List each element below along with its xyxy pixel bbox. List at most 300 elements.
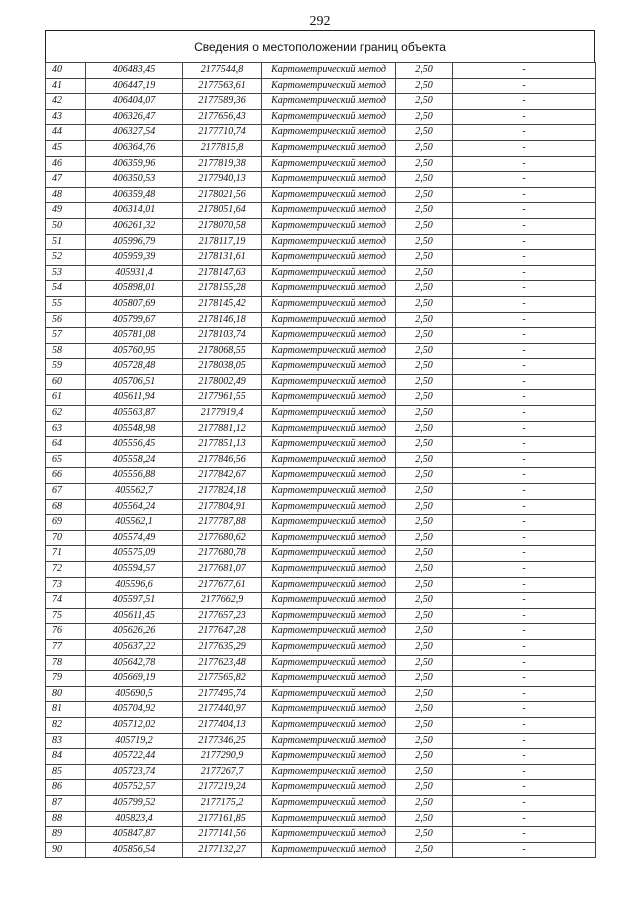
table-row bbox=[46, 452, 596, 468]
description-cell: - bbox=[453, 406, 596, 422]
method-cell: Картометрический метод bbox=[262, 655, 396, 671]
table-row bbox=[46, 811, 596, 827]
point-number-cell: 83 bbox=[46, 733, 86, 749]
table-row bbox=[46, 515, 596, 531]
x-coordinate-cell: 405548,98 bbox=[86, 421, 183, 437]
description-cell: - bbox=[453, 172, 596, 188]
description-cell: - bbox=[453, 515, 596, 531]
description-cell: - bbox=[453, 312, 596, 328]
point-number-cell: 56 bbox=[46, 312, 86, 328]
x-coordinate-cell: 405898,01 bbox=[86, 281, 183, 297]
table-row bbox=[46, 749, 596, 765]
method-cell: Картометрический метод bbox=[262, 125, 396, 141]
method-cell: Картометрический метод bbox=[262, 328, 396, 344]
x-coordinate-cell: 405760,95 bbox=[86, 343, 183, 359]
table-row bbox=[46, 218, 596, 234]
y-coordinate-cell: 2178103,74 bbox=[183, 328, 262, 344]
x-coordinate-cell: 405799,67 bbox=[86, 312, 183, 328]
description-cell: - bbox=[453, 546, 596, 562]
table-row bbox=[46, 795, 596, 811]
accuracy-cell: 2,50 bbox=[396, 468, 453, 484]
y-coordinate-cell: 2178155,28 bbox=[183, 281, 262, 297]
point-number-cell: 84 bbox=[46, 749, 86, 765]
point-number-cell: 67 bbox=[46, 484, 86, 500]
method-cell: Картометрический метод bbox=[262, 842, 396, 858]
point-number-cell: 69 bbox=[46, 515, 86, 531]
description-cell: - bbox=[453, 328, 596, 344]
x-coordinate-cell: 405596,6 bbox=[86, 577, 183, 593]
x-coordinate-cell: 405722,44 bbox=[86, 749, 183, 765]
point-number-cell: 73 bbox=[46, 577, 86, 593]
point-number-cell: 65 bbox=[46, 452, 86, 468]
point-number-cell: 70 bbox=[46, 530, 86, 546]
method-cell: Картометрический метод bbox=[262, 343, 396, 359]
y-coordinate-cell: 2178070,58 bbox=[183, 218, 262, 234]
x-coordinate-cell: 406326,47 bbox=[86, 109, 183, 125]
method-cell: Картометрический метод bbox=[262, 780, 396, 796]
table-row bbox=[46, 655, 596, 671]
y-coordinate-cell: 2177919,4 bbox=[183, 406, 262, 422]
table-row bbox=[46, 608, 596, 624]
y-coordinate-cell: 2177804,91 bbox=[183, 499, 262, 515]
description-cell: - bbox=[453, 281, 596, 297]
method-cell: Картометрический метод bbox=[262, 437, 396, 453]
point-number-cell: 72 bbox=[46, 562, 86, 578]
x-coordinate-cell: 405594,57 bbox=[86, 562, 183, 578]
accuracy-cell: 2,50 bbox=[396, 686, 453, 702]
section-title bbox=[45, 30, 595, 62]
x-coordinate-cell: 405669,19 bbox=[86, 671, 183, 687]
accuracy-cell: 2,50 bbox=[396, 764, 453, 780]
method-cell: Картометрический метод bbox=[262, 187, 396, 203]
point-number-cell: 47 bbox=[46, 172, 86, 188]
point-number-cell: 41 bbox=[46, 78, 86, 94]
x-coordinate-cell: 406364,76 bbox=[86, 140, 183, 156]
accuracy-cell: 2,50 bbox=[396, 749, 453, 765]
point-number-cell: 55 bbox=[46, 296, 86, 312]
x-coordinate-cell: 405562,7 bbox=[86, 484, 183, 500]
description-cell: - bbox=[453, 187, 596, 203]
table-row bbox=[46, 296, 596, 312]
table-row bbox=[46, 780, 596, 796]
accuracy-cell: 2,50 bbox=[396, 172, 453, 188]
x-coordinate-cell: 406314,01 bbox=[86, 203, 183, 219]
accuracy-cell: 2,50 bbox=[396, 624, 453, 640]
accuracy-cell: 2,50 bbox=[396, 827, 453, 843]
accuracy-cell: 2,50 bbox=[396, 515, 453, 531]
description-cell: - bbox=[453, 577, 596, 593]
table-row bbox=[46, 530, 596, 546]
table-row bbox=[46, 499, 596, 515]
x-coordinate-cell: 405575,09 bbox=[86, 546, 183, 562]
x-coordinate-cell: 406359,48 bbox=[86, 187, 183, 203]
x-coordinate-cell: 405597,51 bbox=[86, 593, 183, 609]
y-coordinate-cell: 2177544,8 bbox=[183, 63, 262, 79]
table-row bbox=[46, 562, 596, 578]
point-number-cell: 90 bbox=[46, 842, 86, 858]
description-cell: - bbox=[453, 234, 596, 250]
method-cell: Картометрический метод bbox=[262, 63, 396, 79]
accuracy-cell: 2,50 bbox=[396, 452, 453, 468]
x-coordinate-cell: 405996,79 bbox=[86, 234, 183, 250]
method-cell: Картометрический метод bbox=[262, 312, 396, 328]
x-coordinate-cell: 405752,57 bbox=[86, 780, 183, 796]
method-cell: Картометрический метод bbox=[262, 827, 396, 843]
x-coordinate-cell: 405637,22 bbox=[86, 639, 183, 655]
y-coordinate-cell: 2177677,61 bbox=[183, 577, 262, 593]
accuracy-cell: 2,50 bbox=[396, 109, 453, 125]
table-row bbox=[46, 140, 596, 156]
point-number-cell: 68 bbox=[46, 499, 86, 515]
accuracy-cell: 2,50 bbox=[396, 639, 453, 655]
y-coordinate-cell: 2177267,7 bbox=[183, 764, 262, 780]
x-coordinate-cell: 405562,1 bbox=[86, 515, 183, 531]
y-coordinate-cell: 2177647,28 bbox=[183, 624, 262, 640]
table-row bbox=[46, 78, 596, 94]
method-cell: Картометрический метод bbox=[262, 702, 396, 718]
description-cell: - bbox=[453, 795, 596, 811]
table-row bbox=[46, 374, 596, 390]
method-cell: Картометрический метод bbox=[262, 359, 396, 375]
point-number-cell: 49 bbox=[46, 203, 86, 219]
description-cell: - bbox=[453, 717, 596, 733]
point-number-cell: 79 bbox=[46, 671, 86, 687]
description-cell: - bbox=[453, 624, 596, 640]
point-number-cell: 77 bbox=[46, 639, 86, 655]
description-cell: - bbox=[453, 374, 596, 390]
method-cell: Картометрический метод bbox=[262, 639, 396, 655]
table-row bbox=[46, 406, 596, 422]
y-coordinate-cell: 2178068,55 bbox=[183, 343, 262, 359]
y-coordinate-cell: 2177940,13 bbox=[183, 172, 262, 188]
y-coordinate-cell: 2177141,56 bbox=[183, 827, 262, 843]
table-row bbox=[46, 624, 596, 640]
accuracy-cell: 2,50 bbox=[396, 234, 453, 250]
description-cell: - bbox=[453, 109, 596, 125]
description-cell: - bbox=[453, 499, 596, 515]
accuracy-cell: 2,50 bbox=[396, 203, 453, 219]
description-cell: - bbox=[453, 421, 596, 437]
accuracy-cell: 2,50 bbox=[396, 94, 453, 110]
x-coordinate-cell: 405959,39 bbox=[86, 250, 183, 266]
accuracy-cell: 2,50 bbox=[396, 328, 453, 344]
y-coordinate-cell: 2177495,74 bbox=[183, 686, 262, 702]
description-cell: - bbox=[453, 140, 596, 156]
y-coordinate-cell: 2177662,9 bbox=[183, 593, 262, 609]
table-row bbox=[46, 593, 596, 609]
table-row bbox=[46, 343, 596, 359]
x-coordinate-cell: 406404,07 bbox=[86, 94, 183, 110]
accuracy-cell: 2,50 bbox=[396, 530, 453, 546]
table-row bbox=[46, 281, 596, 297]
table-row bbox=[46, 437, 596, 453]
y-coordinate-cell: 2178131,61 bbox=[183, 250, 262, 266]
description-cell: - bbox=[453, 468, 596, 484]
point-number-cell: 44 bbox=[46, 125, 86, 141]
method-cell: Картометрический метод bbox=[262, 218, 396, 234]
point-number-cell: 52 bbox=[46, 250, 86, 266]
description-cell: - bbox=[453, 250, 596, 266]
description-cell: - bbox=[453, 842, 596, 858]
accuracy-cell: 2,50 bbox=[396, 312, 453, 328]
table-row bbox=[46, 717, 596, 733]
method-cell: Картометрический метод bbox=[262, 203, 396, 219]
x-coordinate-cell: 405723,74 bbox=[86, 764, 183, 780]
y-coordinate-cell: 2177563,61 bbox=[183, 78, 262, 94]
y-coordinate-cell: 2177219,24 bbox=[183, 780, 262, 796]
x-coordinate-cell: 405704,92 bbox=[86, 702, 183, 718]
accuracy-cell: 2,50 bbox=[396, 359, 453, 375]
description-cell: - bbox=[453, 749, 596, 765]
x-coordinate-cell: 405781,08 bbox=[86, 328, 183, 344]
method-cell: Картометрический метод bbox=[262, 515, 396, 531]
y-coordinate-cell: 2177815,8 bbox=[183, 140, 262, 156]
description-cell: - bbox=[453, 562, 596, 578]
accuracy-cell: 2,50 bbox=[396, 577, 453, 593]
table-row bbox=[46, 764, 596, 780]
accuracy-cell: 2,50 bbox=[396, 484, 453, 500]
y-coordinate-cell: 2177440,97 bbox=[183, 702, 262, 718]
method-cell: Картометрический метод bbox=[262, 234, 396, 250]
point-number-cell: 59 bbox=[46, 359, 86, 375]
point-number-cell: 57 bbox=[46, 328, 86, 344]
method-cell: Картометрический метод bbox=[262, 78, 396, 94]
point-number-cell: 42 bbox=[46, 94, 86, 110]
y-coordinate-cell: 2178146,18 bbox=[183, 312, 262, 328]
section-title-text: Сведения о местоположении границ объекта bbox=[194, 39, 446, 54]
point-number-cell: 80 bbox=[46, 686, 86, 702]
x-coordinate-cell: 405611,45 bbox=[86, 608, 183, 624]
table-row bbox=[46, 484, 596, 500]
accuracy-cell: 2,50 bbox=[396, 780, 453, 796]
x-coordinate-cell: 405574,49 bbox=[86, 530, 183, 546]
accuracy-cell: 2,50 bbox=[396, 250, 453, 266]
point-number-cell: 62 bbox=[46, 406, 86, 422]
table-row bbox=[46, 312, 596, 328]
point-number-cell: 46 bbox=[46, 156, 86, 172]
point-number-cell: 54 bbox=[46, 281, 86, 297]
description-cell: - bbox=[453, 390, 596, 406]
description-cell: - bbox=[453, 218, 596, 234]
method-cell: Картометрический метод bbox=[262, 390, 396, 406]
accuracy-cell: 2,50 bbox=[396, 655, 453, 671]
y-coordinate-cell: 2178051,64 bbox=[183, 203, 262, 219]
method-cell: Картометрический метод bbox=[262, 468, 396, 484]
description-cell: - bbox=[453, 203, 596, 219]
accuracy-cell: 2,50 bbox=[396, 842, 453, 858]
method-cell: Картометрический метод bbox=[262, 764, 396, 780]
table-row bbox=[46, 546, 596, 562]
table-row bbox=[46, 94, 596, 110]
point-number-cell: 74 bbox=[46, 593, 86, 609]
x-coordinate-cell: 405556,45 bbox=[86, 437, 183, 453]
table-row bbox=[46, 842, 596, 858]
point-number-cell: 89 bbox=[46, 827, 86, 843]
point-number-cell: 63 bbox=[46, 421, 86, 437]
table-row bbox=[46, 250, 596, 266]
point-number-cell: 85 bbox=[46, 764, 86, 780]
method-cell: Картометрический метод bbox=[262, 406, 396, 422]
y-coordinate-cell: 2177132,27 bbox=[183, 842, 262, 858]
x-coordinate-cell: 405728,48 bbox=[86, 359, 183, 375]
point-number-cell: 71 bbox=[46, 546, 86, 562]
accuracy-cell: 2,50 bbox=[396, 421, 453, 437]
x-coordinate-cell: 405931,4 bbox=[86, 265, 183, 281]
x-coordinate-cell: 405690,5 bbox=[86, 686, 183, 702]
y-coordinate-cell: 2178117,19 bbox=[183, 234, 262, 250]
y-coordinate-cell: 2177589,36 bbox=[183, 94, 262, 110]
point-number-cell: 64 bbox=[46, 437, 86, 453]
method-cell: Картометрический метод bbox=[262, 421, 396, 437]
x-coordinate-cell: 405563,87 bbox=[86, 406, 183, 422]
method-cell: Картометрический метод bbox=[262, 717, 396, 733]
accuracy-cell: 2,50 bbox=[396, 546, 453, 562]
point-number-cell: 53 bbox=[46, 265, 86, 281]
method-cell: Картометрический метод bbox=[262, 452, 396, 468]
method-cell: Картометрический метод bbox=[262, 250, 396, 266]
description-cell: - bbox=[453, 94, 596, 110]
point-number-cell: 76 bbox=[46, 624, 86, 640]
accuracy-cell: 2,50 bbox=[396, 63, 453, 79]
method-cell: Картометрический метод bbox=[262, 281, 396, 297]
description-cell: - bbox=[453, 639, 596, 655]
point-number-cell: 61 bbox=[46, 390, 86, 406]
y-coordinate-cell: 2177787,88 bbox=[183, 515, 262, 531]
boundary-coordinates-table bbox=[45, 62, 596, 858]
y-coordinate-cell: 2178145,42 bbox=[183, 296, 262, 312]
y-coordinate-cell: 2177656,43 bbox=[183, 109, 262, 125]
description-cell: - bbox=[453, 530, 596, 546]
x-coordinate-cell: 406350,53 bbox=[86, 172, 183, 188]
accuracy-cell: 2,50 bbox=[396, 499, 453, 515]
point-number-cell: 43 bbox=[46, 109, 86, 125]
y-coordinate-cell: 2177175,2 bbox=[183, 795, 262, 811]
accuracy-cell: 2,50 bbox=[396, 562, 453, 578]
table-row bbox=[46, 125, 596, 141]
table-row bbox=[46, 390, 596, 406]
accuracy-cell: 2,50 bbox=[396, 406, 453, 422]
description-cell: - bbox=[453, 125, 596, 141]
y-coordinate-cell: 2177346,25 bbox=[183, 733, 262, 749]
x-coordinate-cell: 405799,52 bbox=[86, 795, 183, 811]
table-row bbox=[46, 827, 596, 843]
description-cell: - bbox=[453, 156, 596, 172]
table-row bbox=[46, 203, 596, 219]
y-coordinate-cell: 2177635,29 bbox=[183, 639, 262, 655]
method-cell: Картометрический метод bbox=[262, 733, 396, 749]
description-cell: - bbox=[453, 343, 596, 359]
method-cell: Картометрический метод bbox=[262, 530, 396, 546]
point-number-cell: 50 bbox=[46, 218, 86, 234]
y-coordinate-cell: 2177961,55 bbox=[183, 390, 262, 406]
point-number-cell: 88 bbox=[46, 811, 86, 827]
y-coordinate-cell: 2178021,56 bbox=[183, 187, 262, 203]
table-row bbox=[46, 686, 596, 702]
accuracy-cell: 2,50 bbox=[396, 593, 453, 609]
accuracy-cell: 2,50 bbox=[396, 156, 453, 172]
page-number: 292 bbox=[309, 14, 331, 29]
method-cell: Картометрический метод bbox=[262, 172, 396, 188]
accuracy-cell: 2,50 bbox=[396, 717, 453, 733]
x-coordinate-cell: 405823,4 bbox=[86, 811, 183, 827]
x-coordinate-cell: 406447,19 bbox=[86, 78, 183, 94]
x-coordinate-cell: 405719,2 bbox=[86, 733, 183, 749]
accuracy-cell: 2,50 bbox=[396, 811, 453, 827]
method-cell: Картометрический метод bbox=[262, 140, 396, 156]
y-coordinate-cell: 2177842,67 bbox=[183, 468, 262, 484]
description-cell: - bbox=[453, 827, 596, 843]
accuracy-cell: 2,50 bbox=[396, 187, 453, 203]
document-sheet bbox=[45, 30, 595, 858]
method-cell: Картометрический метод bbox=[262, 546, 396, 562]
x-coordinate-cell: 405847,87 bbox=[86, 827, 183, 843]
point-number-cell: 40 bbox=[46, 63, 86, 79]
table-row bbox=[46, 187, 596, 203]
accuracy-cell: 2,50 bbox=[396, 265, 453, 281]
description-cell: - bbox=[453, 702, 596, 718]
accuracy-cell: 2,50 bbox=[396, 125, 453, 141]
point-number-cell: 78 bbox=[46, 655, 86, 671]
y-coordinate-cell: 2177290,9 bbox=[183, 749, 262, 765]
accuracy-cell: 2,50 bbox=[396, 218, 453, 234]
point-number-cell: 51 bbox=[46, 234, 86, 250]
method-cell: Картометрический метод bbox=[262, 686, 396, 702]
y-coordinate-cell: 2177680,62 bbox=[183, 530, 262, 546]
method-cell: Картометрический метод bbox=[262, 562, 396, 578]
table-row bbox=[46, 265, 596, 281]
method-cell: Картометрический метод bbox=[262, 265, 396, 281]
x-coordinate-cell: 406327,54 bbox=[86, 125, 183, 141]
method-cell: Картометрический метод bbox=[262, 296, 396, 312]
table-row bbox=[46, 359, 596, 375]
point-number-cell: 60 bbox=[46, 374, 86, 390]
point-number-cell: 58 bbox=[46, 343, 86, 359]
y-coordinate-cell: 2178002,49 bbox=[183, 374, 262, 390]
x-coordinate-cell: 405626,26 bbox=[86, 624, 183, 640]
description-cell: - bbox=[453, 63, 596, 79]
method-cell: Картометрический метод bbox=[262, 624, 396, 640]
point-number-cell: 82 bbox=[46, 717, 86, 733]
method-cell: Картометрический метод bbox=[262, 484, 396, 500]
accuracy-cell: 2,50 bbox=[396, 281, 453, 297]
method-cell: Картометрический метод bbox=[262, 671, 396, 687]
x-coordinate-cell: 405642,78 bbox=[86, 655, 183, 671]
point-number-cell: 48 bbox=[46, 187, 86, 203]
y-coordinate-cell: 2177623,48 bbox=[183, 655, 262, 671]
y-coordinate-cell: 2177851,13 bbox=[183, 437, 262, 453]
description-cell: - bbox=[453, 265, 596, 281]
table-row bbox=[46, 639, 596, 655]
accuracy-cell: 2,50 bbox=[396, 296, 453, 312]
description-cell: - bbox=[453, 437, 596, 453]
table-row bbox=[46, 421, 596, 437]
y-coordinate-cell: 2177680,78 bbox=[183, 546, 262, 562]
method-cell: Картометрический метод bbox=[262, 608, 396, 624]
table-row bbox=[46, 577, 596, 593]
y-coordinate-cell: 2177819,38 bbox=[183, 156, 262, 172]
accuracy-cell: 2,50 bbox=[396, 140, 453, 156]
table-row bbox=[46, 63, 596, 79]
y-coordinate-cell: 2177161,85 bbox=[183, 811, 262, 827]
description-cell: - bbox=[453, 733, 596, 749]
method-cell: Картометрический метод bbox=[262, 577, 396, 593]
description-cell: - bbox=[453, 296, 596, 312]
y-coordinate-cell: 2177881,12 bbox=[183, 421, 262, 437]
y-coordinate-cell: 2177824,18 bbox=[183, 484, 262, 500]
y-coordinate-cell: 2178038,05 bbox=[183, 359, 262, 375]
x-coordinate-cell: 405856,54 bbox=[86, 842, 183, 858]
description-cell: - bbox=[453, 764, 596, 780]
